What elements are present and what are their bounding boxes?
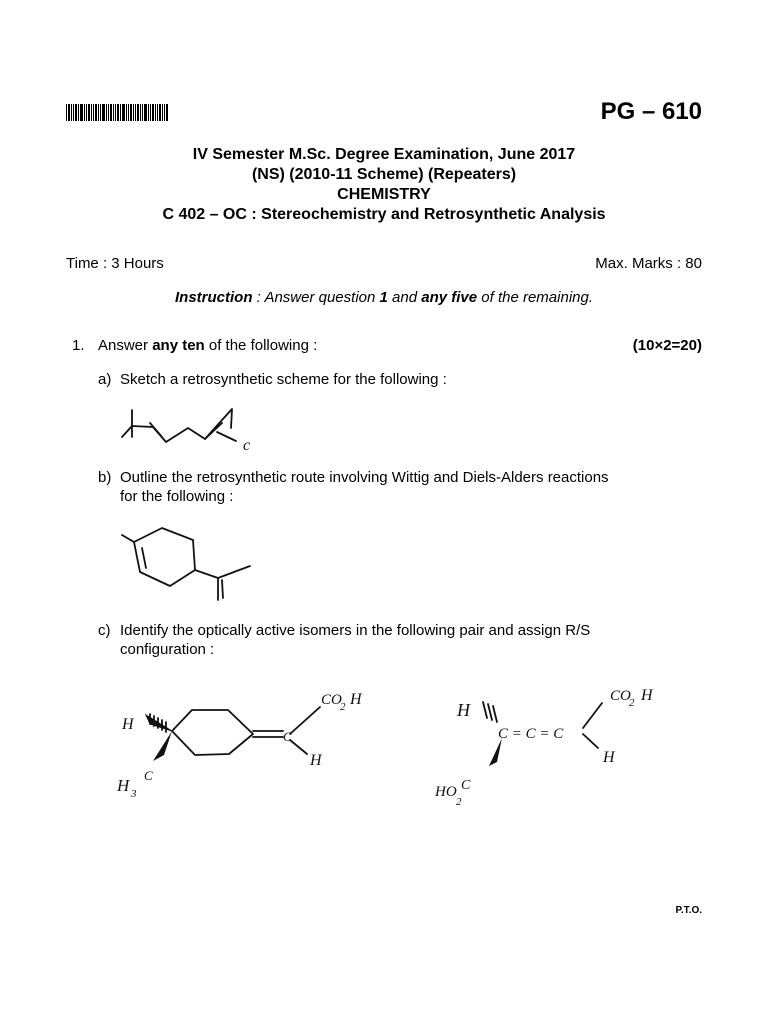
- part-b-text-cont: for the following :: [120, 488, 234, 505]
- instruction-text-3: of the remaining.: [477, 289, 594, 306]
- part-c-text-cont: configuration :: [120, 641, 215, 658]
- question-marks: (10×2=20): [632, 337, 702, 354]
- c1-h-right: H: [310, 752, 322, 769]
- c2-ho2c-ho: HO: [435, 784, 457, 800]
- c2-co2h-h: H: [641, 687, 653, 704]
- subject-title: CHEMISTRY: [337, 186, 431, 203]
- question-text-post: of the following :: [204, 337, 318, 354]
- instruction-sep: :: [252, 289, 265, 306]
- c2-co2h-co: CO: [610, 688, 631, 704]
- question-text-bold: any ten: [152, 337, 205, 354]
- instruction-label: Instruction: [174, 289, 253, 306]
- exam-title: IV Semester M.Sc. Degree Examination, June 2017: [192, 146, 576, 163]
- scheme-line: (NS) (2010-11 Scheme) (Repeaters): [251, 166, 517, 183]
- page-footer-pto: P.T.O.: [675, 905, 702, 916]
- part-a-label: a): [98, 371, 112, 388]
- c1-c: C: [283, 729, 292, 744]
- part-c-text: Identify the optically active isomers in the following pair and assign R/S: [120, 622, 591, 639]
- c1-h3c-h: H: [117, 776, 130, 795]
- c2-h-left: H: [457, 700, 470, 720]
- structure-b: [122, 528, 250, 600]
- time-label: Time : 3 Hours: [66, 255, 164, 272]
- c2-h-right: H: [603, 749, 615, 766]
- structure-c2: [434, 687, 654, 808]
- question-number: 1.: [72, 337, 85, 354]
- c1-co2h-h: H: [350, 691, 362, 708]
- instruction-text-2: and: [387, 289, 422, 306]
- c1-h-left: H: [122, 716, 134, 733]
- part-c-label: c): [98, 622, 111, 639]
- question-text-pre: Answer: [98, 337, 153, 354]
- part-b-label: b): [98, 469, 112, 486]
- max-marks-label: Max. Marks : 80: [595, 255, 702, 272]
- instruction-text-1: Answer question: [264, 289, 380, 306]
- course-title: C 402 – OC : Stereochemistry and Retrosynthetic Analysis: [162, 206, 606, 223]
- c1-h3c-c: C: [144, 768, 153, 783]
- c2-ho2c-2: 2: [456, 796, 462, 808]
- c1-h3c-sub: 3: [131, 788, 137, 800]
- paper-code: PG – 610: [600, 98, 702, 125]
- c2-ho2c-c: C: [461, 778, 471, 793]
- c1-co2h-co: CO: [321, 692, 342, 708]
- part-a-text: Sketch a retrosynthetic scheme for the following :: [120, 371, 447, 388]
- instruction-question-number: 1: [379, 289, 388, 306]
- c2-chain: C = C = C: [498, 726, 564, 742]
- c1-co2h-2: 2: [340, 701, 346, 713]
- structure-a: [122, 409, 250, 454]
- part-b-text: Outline the retrosynthetic route involving Wittig and Diels-Alders reactions: [120, 469, 609, 486]
- instruction-any-five: any five: [421, 289, 478, 306]
- structure-a-c: c: [243, 437, 251, 454]
- c2-co2h-2: 2: [629, 697, 635, 709]
- structure-c1: [116, 691, 363, 800]
